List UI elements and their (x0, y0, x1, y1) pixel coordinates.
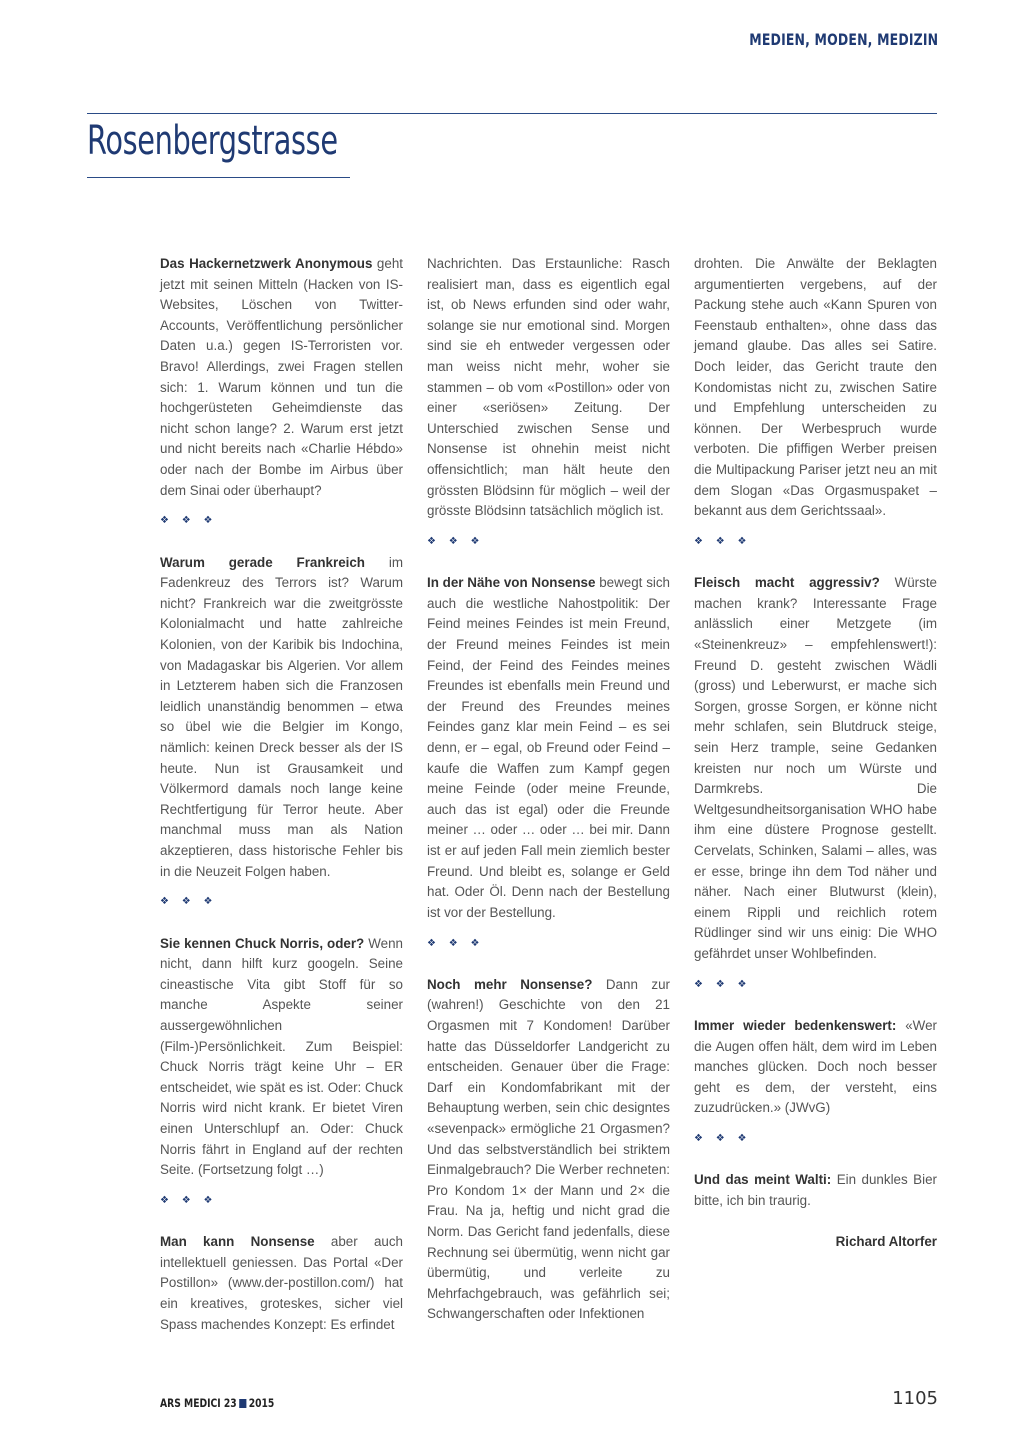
paragraph (694, 1016, 937, 1119)
paragraph-text: Dann zur (wahren!) Geschichte von den 21 Orgasmen mit 7 Kondomen! Darüber hatte das Düsseldorfer Landgericht zu entscheiden. Genauer über die Frage: Darf ein Kondomfabrikant mit der Behauptung werben, sein chic designtes «sevenpack» ermögliche 21 Orgasmen? Und das selbstverständlich bei striktem Einmalgebrauch? Die Werber rechneten: Pro Kondom 1× der Mann und 2× die Frau. Na ja, heftig und nicht grad die Norm. Das Gericht fand jedenfalls, diese Rechnung sei übermütig, wenn nicht gar übermütig, und verleite zu Mehrfachgebrauch, was gefährlich sei; Schwangerschaften oder Infektionen (427, 976, 670, 1322)
paragraph-text: im Fadenkreuz des Terrors ist? Warum nicht? Frankreich war die zweitgrösste Kolonialmacht und hatte zahlreiche Kolonien, von der Karibik bis Indochina, von Madagaskar bis Algerien. Vor allem in Letzterem haben sich die Franzosen leidlich unanständig benommen – etwa so übel wie die Belgier im Kongo, nämlich: keinen Dreck besser als der IS heute. Nun ist Grausamkeit und Völkermord damals noch lange keine Rechtfertigung für Terror heute. Aber manchmal muss man als Nation akzeptieren, dass historische Fehler bis in die Neuzeit Folgen haben. (160, 554, 403, 879)
paragraph (427, 975, 670, 1325)
paragraph-lead: Das Hackernetzwerk Anonymous (160, 256, 373, 271)
paragraph-lead: Man kann Nonsense (160, 1234, 315, 1250)
paragraph (694, 1170, 937, 1211)
paragraph-lead: Immer wieder bedenkenswert: (694, 1017, 897, 1033)
separator-ornament: ❖ ❖ ❖ (694, 1133, 752, 1145)
separator-ornament: ❖ ❖ ❖ (160, 896, 218, 908)
separator-ornament: ❖ ❖ ❖ (160, 515, 218, 527)
column-3 (694, 254, 937, 1253)
page-number: 1105 (892, 1388, 938, 1409)
paragraph-text: geht jetzt mit seinen Mitteln (Hacken von IS-Websites, Löschen von Twitter-Accounts, Veröffentlichung persönlicher Daten u.a.) gegen IS-Terroristen vor. Bravo! Allerdings, zwei Fragen stellen sich: 1. Warum können und tun die hochgerüsteten Geheimdienste das nicht schon lange? 2. Warum erst jetzt und nicht bereits nach «Charlie Hébdo» oder nach der Bombe im Airbus über dem Sinai oder überhaupt? (160, 256, 403, 498)
separator-ornament: ❖ ❖ ❖ (160, 1195, 218, 1207)
separator-ornament: ❖ ❖ ❖ (694, 536, 752, 548)
paragraph-text: Nachrichten. Das Erstaunliche: Rasch realisiert man, dass es eigentlich egal ist, ob News erfunden sind oder wahr, solange sie nur emotional sind. Morgen sind sie eh entweder vergessen oder man weiss nicht mehr, woher sie stammen – ob vom «Postillon» oder von einer «seriösen» Zeitung. Der Unterschied zwischen Sense und Nonsense ist ohnehin meist nicht offensichtlich; man hält heute den grössten Blödsinn für möglich – weil der grösste Blödsinn tatsächlich möglich ist. (427, 256, 670, 519)
paragraph-text: «Wer die Augen offen hält, dem wird im Leben manches glücken. Doch noch besser geht es dem, der versteht, eins zuzudrücken.» (JWvG) (694, 1017, 937, 1116)
page-title: Rosenbergstrasse (87, 118, 338, 164)
paragraph-lead: Fleisch macht aggressiv? (694, 575, 880, 591)
column-2 (427, 254, 670, 1325)
paragraph (160, 934, 403, 1181)
paragraph-text: bewegt sich auch die westliche Nahostpolitik: Der Feind meines Feindes ist mein Freund, der Freund meines Feindes ist mein Feind, der Feind des Feindes meines Freundes ist ebenfalls mein Freund und der Freund des Freundes meines Feindes ganz klar mein Feind – es sei denn, er – egal, ob Freund oder Feind – kaufe die Waffen zum Kampf gegen meine Feinde (oder meine Freunde, auch das ist egal) oder die Freunde meiner … oder … oder … bei mir. Dann ist er auf jeden Fall mein ziemlich bester Freund. Und bleibt es, solange er Geld hat. Oder Öl. Denn nach der Bestellung ist vor der Bestellung. (427, 575, 671, 920)
paragraph (427, 573, 670, 923)
paragraph-text: Würste machen krank? Interessante Frage anlässlich einer Metzgete (im «Steinenkreuz» – empfehlenswert!): Freund D. gesteht zwischen Wädli (gross) und Leberwurst, er mache sich Sorgen, grosse Sorgen, er könne nicht mehr schlafen, sein Blutdruck steige, sein Herz trample, seine Gedanken kreisten nur noch um Würste und Darmkrebs. Die Weltgesundheitsorganisation WHO habe ihm eine düstere Prognose gestellt. Cervelats, Schinken, Salami – alles, was er esse, bringe ihn dem Tod näher und näher. Nach einer Blutwurst (klein), einem Rippli und reichlich rotem Rüdlinger sind wir uns einig: Die WHO gefährdet unser Wohlbefinden. (694, 575, 937, 961)
journal-name: ARS MEDICI 23 (160, 1396, 237, 1410)
paragraph (694, 573, 937, 964)
top-rule (87, 113, 937, 114)
paragraph-text: Wenn nicht, dann hilft kurz googeln. Seine cineastische Vita gibt Stoff für so manche Aspekte seiner aussergewöhnlichen (Film-)Persönlichkeit. Zum Beispiel: Chuck Norris trägt keine Uhr – ER entscheidet, wie spät es ist. Oder: Chuck Norris wird nicht krank. Er bietet Viren einen Unterschlupf an. Oder: Chuck Norris fährt in England auf der rechten Seite. (Fortsetzung folgt …) (160, 935, 403, 1178)
separator-ornament: ❖ ❖ ❖ (694, 978, 752, 990)
paragraph-text: Ein dunkles Bier bitte, ich bin traurig. (694, 1172, 937, 1209)
footer-journal (160, 1396, 274, 1410)
paragraph (160, 553, 403, 883)
journal-year: 2015 (248, 1396, 275, 1410)
square-icon (239, 1399, 246, 1408)
paragraph-lead: Sie kennen Chuck Norris, oder? (160, 935, 365, 951)
separator-ornament: ❖ ❖ ❖ (427, 536, 485, 548)
paragraph (694, 254, 937, 522)
paragraph (427, 254, 670, 522)
paragraph-text: aber auch intellektuell geniessen. Das Portal «Der Postillon» (www.der-postillon.com/) hat ein kreatives, groteskes, sicher viel Spass machendes Konzept: Es erfindet (160, 1234, 403, 1332)
paragraph-lead: Und das meint Walti: (694, 1172, 832, 1188)
paragraph (160, 1232, 403, 1335)
title-rule (87, 177, 350, 178)
section-label: MEDIEN, MODEN, MEDIZIN (749, 30, 938, 49)
paragraph-lead: Noch mehr Nonsense? (427, 976, 593, 992)
separator-ornament: ❖ ❖ ❖ (427, 937, 485, 949)
paragraph-lead: Warum gerade Frankreich (160, 554, 365, 570)
column-1 (160, 254, 403, 1335)
paragraph-lead: In der Nähe von Nonsense (427, 575, 596, 591)
paragraph-text: drohten. Die Anwälte der Beklagten argumentierten vergebens, auf der Packung stehe auch «Kann Spuren von Feenstaub enthalten», ohne dass das jemand glaube. Das alles sei Satire. Doch leider, das Gericht traute den Kondomistas nicht zu, zwischen Satire und Empfehlung unterscheiden zu können. Der Werbespruch wurde verboten. Die pfiffigen Werber preisen die Multipackung Pariser jetzt neu an mit dem Slogan «Das Orgasmuspaket – bekannt aus dem Gerichtssaal». (694, 256, 937, 519)
author-name: Richard Altorfer (835, 1234, 937, 1250)
paragraph (160, 254, 403, 501)
